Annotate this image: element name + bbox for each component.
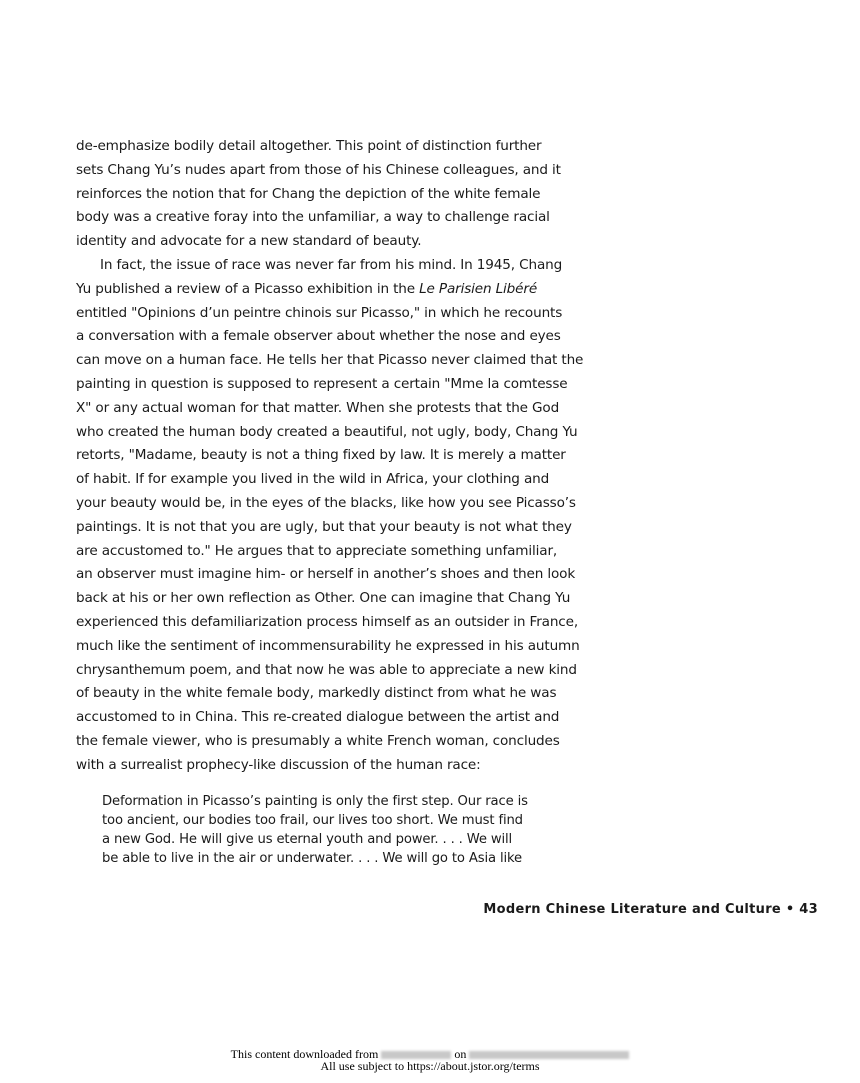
redacted-timestamp xyxy=(469,1051,629,1059)
body-line: reinforces the notion that for Chang the depiction of the white female xyxy=(76,185,541,202)
body-line: can move on a human face. He tells her that Picasso never claimed that the xyxy=(76,352,584,369)
on-text: on xyxy=(454,1047,467,1061)
download-text: This content downloaded from xyxy=(230,1047,379,1061)
body-line: with a surrealist prophecy-like discussion of the human race: xyxy=(76,756,481,773)
body-line: entitled "Opinions d’un peintre chinois sur Picasso," in which he recounts xyxy=(76,304,563,321)
body-line: painting in question is supposed to represent a certain "Mme la comtesse xyxy=(76,375,568,392)
redacted-ip xyxy=(381,1051,451,1059)
body-line: who created the human body created a beautiful, not ugly, body, Chang Yu xyxy=(76,423,578,440)
jstor-notice xyxy=(0,1048,860,1072)
body-line: your beauty would be, in the eyes of the blacks, like how you see Picasso’s xyxy=(76,494,576,511)
body-line: of beauty in the white female body, markedly distinct from what he was xyxy=(76,685,557,702)
body-line: are accustomed to." He argues that to appreciate something unfamiliar, xyxy=(76,542,558,559)
body-line: experienced this defamiliarization process himself as an outsider in France, xyxy=(76,613,579,630)
body-line: identity and advocate for a new standard of beauty. xyxy=(76,233,422,250)
body-line: the female viewer, who is presumably a white French woman, concludes xyxy=(76,732,560,749)
quote-line: Deformation in Picasso’s painting is only the first step. Our race is xyxy=(102,794,528,809)
quote-line: a new God. He will give us eternal youth and power. . . . We will xyxy=(102,832,513,847)
body-line: accustomed to in China. This re-created dialogue between the artist and xyxy=(76,709,560,726)
quote-line: too ancient, our bodies too frail, our lives too short. We must find xyxy=(102,813,523,828)
body-line: a conversation with a female observer about whether the nose and eyes xyxy=(76,328,561,345)
body-line: chrysanthemum poem, and that now he was able to appreciate a new kind xyxy=(76,661,577,678)
body-line: Yu published a review of a Picasso exhibition in the Le Parisien Libéré xyxy=(76,280,538,297)
body-line: retorts, "Madame, beauty is not a thing fixed by law. It is merely a matter xyxy=(76,447,566,464)
running-footer: Modern Chinese Literature and Culture • 43 xyxy=(483,902,818,917)
body-line: sets Chang Yu’s nudes apart from those of his Chinese colleagues, and it xyxy=(76,161,561,178)
jstor-terms-line: All use subject to https://about.jstor.org/terms xyxy=(320,1059,540,1073)
body-line: an observer must imagine him- or herself in another’s shoes and then look xyxy=(76,566,576,583)
body-line: In fact, the issue of race was never far from his mind. In 1945, Chang xyxy=(100,256,563,273)
body-line: much like the sentiment of incommensurability he expressed in his autumn xyxy=(76,637,580,654)
jstor-download-line xyxy=(0,1048,860,1060)
body-text xyxy=(76,135,584,778)
newspaper-title: Le Parisien Libéré xyxy=(419,280,538,297)
body-line: body was a creative foray into the unfamiliar, a way to challenge racial xyxy=(76,209,550,226)
body-line: X" or any actual woman for that matter. When she protests that the God xyxy=(76,399,560,416)
body-line: paintings. It is not that you are ugly, but that your beauty is not what they xyxy=(76,518,572,535)
block-quote xyxy=(102,792,528,868)
body-line: back at his or her own reflection as Other. One can imagine that Chang Yu xyxy=(76,590,571,607)
body-line: of habit. If for example you lived in the wild in Africa, your clothing and xyxy=(76,471,550,488)
quote-line: be able to live in the air or underwater. . . . We will go to Asia like xyxy=(102,851,522,866)
body-line: de-emphasize bodily detail altogether. This point of distinction further xyxy=(76,138,542,154)
